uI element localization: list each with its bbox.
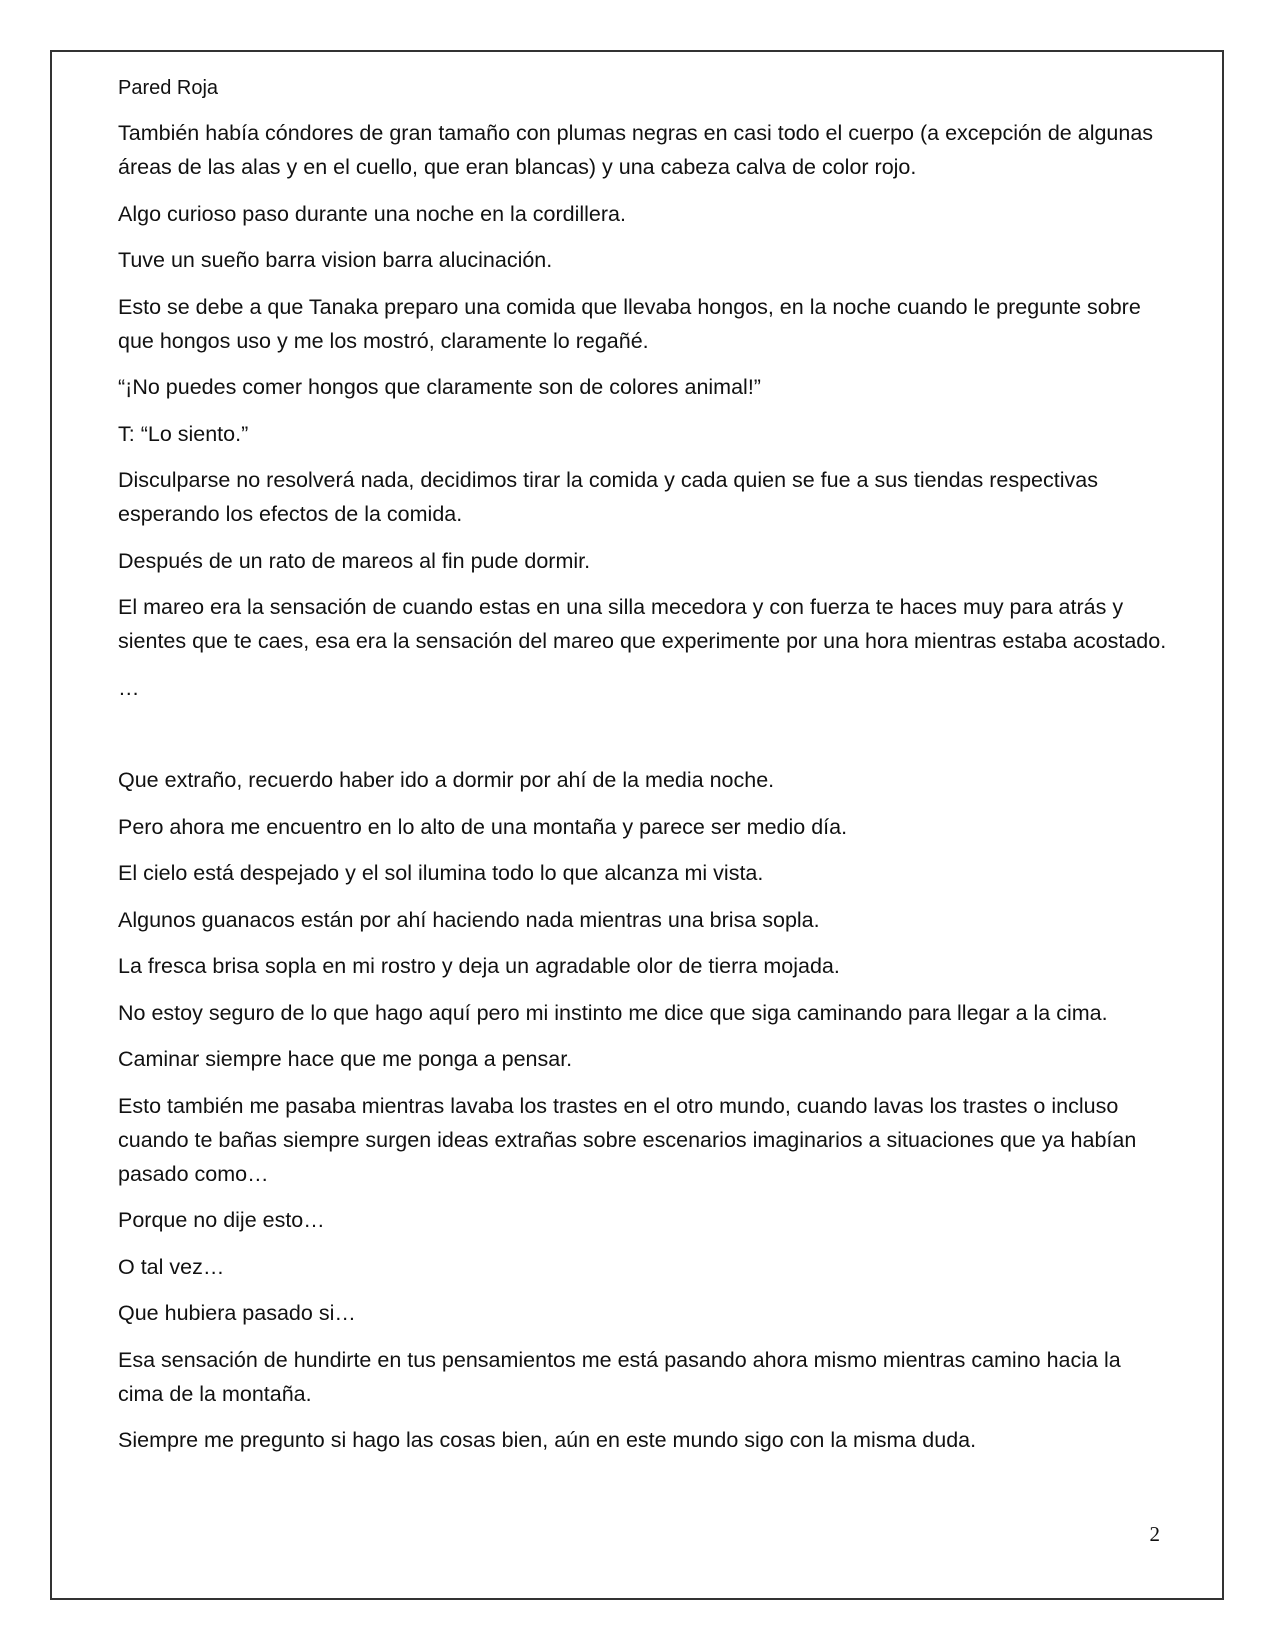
paragraph: El mareo era la sensación de cuando estas en una silla mecedora y con fuerza te haces muy para atrás y sientes que te caes, esa era la sensación del mareo que experimente por una hora mientras estaba acostado. bbox=[118, 595, 1167, 653]
paragraph: O tal vez… bbox=[118, 1254, 225, 1279]
paragraph: Esto también me pasaba mientras lavaba los trastes en el otro mundo, cuando lavas los trastes o incluso cuando te bañas siempre surgen ideas extrañas sobre escenarios imaginarios a situaciones que ya habían pasado como… bbox=[118, 1093, 1137, 1186]
paragraph: La fresca brisa sopla en mi rostro y deja un agradable olor de tierra mojada. bbox=[118, 954, 840, 978]
paragraph: “¡No puedes comer hongos que claramente son de colores animal!” bbox=[118, 375, 761, 399]
section-spacer bbox=[118, 717, 1168, 763]
document-body bbox=[118, 116, 1168, 1470]
paragraph: Esto se debe a que Tanaka preparo una comida que llevaba hongos, en la noche cuando le pregunte sobre que hongos uso y me los mostró, claramente lo regañé. bbox=[118, 294, 1141, 353]
ellipsis-paragraph: … bbox=[118, 675, 140, 700]
paragraph: Caminar siempre hace que me ponga a pensar. bbox=[118, 1047, 573, 1071]
paragraph: T: “Lo siento.” bbox=[118, 421, 249, 446]
paragraph: Algo curioso paso durante una noche en la cordillera. bbox=[118, 201, 626, 226]
paragraph: El cielo está despejado y el sol ilumina todo lo que alcanza mi vista. bbox=[118, 861, 764, 885]
paragraph: Después de un rato de mareos al fin pude dormir. bbox=[118, 548, 591, 573]
paragraph: Esa sensación de hundirte en tus pensamientos me está pasando ahora mismo mientras camino hacia la cima de la montaña. bbox=[118, 1347, 1121, 1406]
paragraph: No estoy seguro de lo que hago aquí pero mi instinto me dice que siga caminando para llegar a la cima. bbox=[118, 1000, 1108, 1025]
paragraph: Porque no dije esto… bbox=[118, 1208, 325, 1232]
paragraph: Disculparse no resolverá nada, decidimos tirar la comida y cada quien se fue a sus tiendas respectivas esperando los efectos de la comida. bbox=[118, 468, 1098, 526]
paragraph: También había cóndores de gran tamaño con plumas negras en casi todo el cuerpo (a excepción de algunas áreas de las alas y en el cuello, que eran blancas) y una cabeza calva de color rojo. bbox=[118, 121, 1154, 179]
paragraph: Tuve un sueño barra vision barra alucinación. bbox=[118, 248, 553, 272]
page-number: 2 bbox=[1149, 1522, 1160, 1546]
paragraph: Siempre me pregunto si hago las cosas bien, aún en este mundo sigo con la misma duda. bbox=[118, 1428, 977, 1452]
paragraph: Que hubiera pasado si… bbox=[118, 1301, 356, 1325]
paragraph: Algunos guanacos están por ahí haciendo nada mientras una brisa sopla. bbox=[118, 907, 820, 932]
paragraph: Que extraño, recuerdo haber ido a dormir por ahí de la media noche. bbox=[118, 768, 775, 792]
paragraph: Pero ahora me encuentro en lo alto de una montaña y parece ser medio día. bbox=[118, 814, 848, 839]
page-header-title: Pared Roja bbox=[118, 77, 219, 99]
